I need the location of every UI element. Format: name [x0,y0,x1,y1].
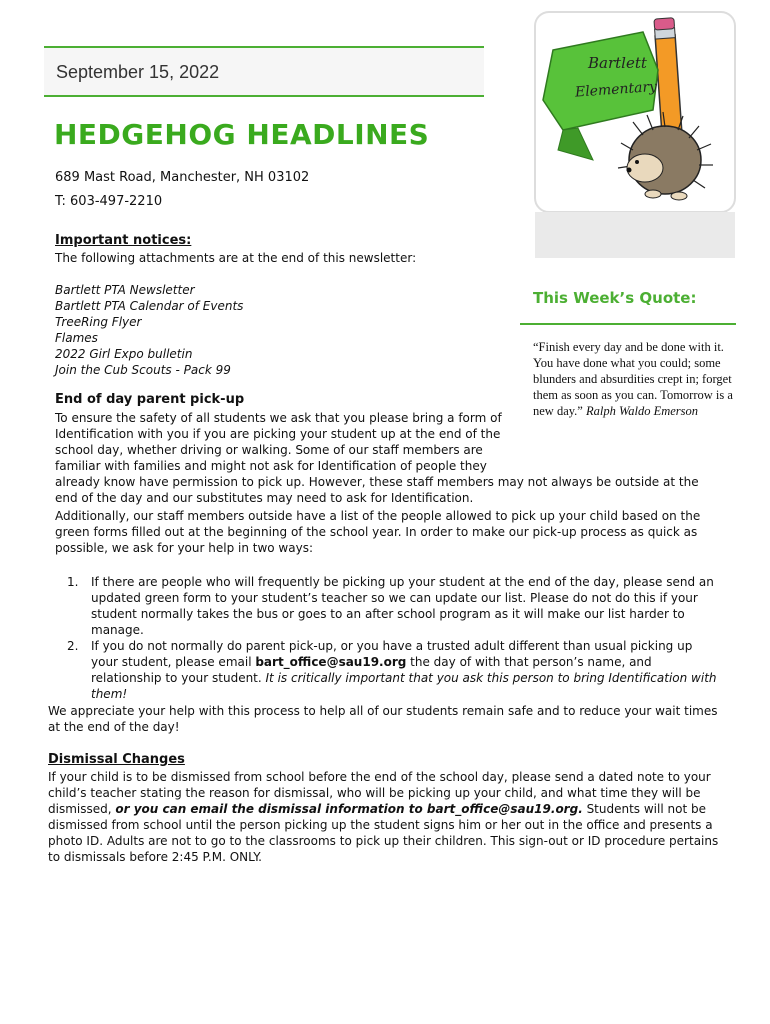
list-item-text: If there are people who will frequently be picking up your student at the end of the day, please send an updated green form to your student’s teacher so we can update our list. Please do not do this if your student normally takes the bus or goes to an after school program as it will make our list harder to manage. [91,575,714,637]
attachment-item: Flames [55,331,98,345]
list-number: 1. [67,575,79,589]
newsletter-date: September 15, 2022 [44,48,484,96]
quote-box [533,339,738,419]
pickup-paragraph-2: Additionally, our staff members outside have a list of the people allowed to pick up your child based on the green forms filled out at the beginning of the school year. In order to make our pick-up process as quick as possible, we ask for your help in two ways: [55,509,701,555]
office-email: bart_office@sau19.org [255,655,407,669]
list-item [55,638,723,702]
pickup-steps-list [55,574,723,702]
quote-author: Ralph Waldo Emerson [586,404,699,418]
important-note: It is critically important that you ask this person to bring Identification with them! [91,671,717,701]
attachments-list [55,282,243,378]
attachment-item: Join the Cub Scouts - Pack 99 [55,363,231,377]
quote-text: “Finish every day and be done with it. You have done what you could; some blunders and absurdities crept in; forget them as soon as you can. Tomorrow is a new day.” [533,340,733,418]
dismissal-text: If your child is to be dismissed from school before the end of the school day, please send a dated note to your child’s teacher stating the reason for dismissal, who will be picking up your child, and what time they will be dismissed, [48,770,711,816]
school-address: 689 Mast Road, Manchester, NH 03102 [55,170,310,185]
pickup-paragraph-1a: To ensure the safety of all students we ask that you please bring a form of Identification with you if you are picking your student up at the end of the school day, whether driving or walking. Some of our staff members are familiar with families and might not ask for Identification of people they [55,411,502,473]
list-number: 2. [67,639,79,653]
newsletter-title: HEDGEHOG HEADLINES [54,118,430,151]
attachment-item: TreeRing Flyer [55,315,142,329]
dismissal-text: Students will not be dismissed from school until the person picking up the student signs him or her out in the office and presents a photo ID. Adults are not to go to the classrooms to pick up their children. This sign-out or ID procedure pertains to dismissals before 2:45 P.M. ONLY. [48,802,719,864]
pickup-closing: We appreciate your help with this process to help all of our students remain safe and to reduce your wait times at the end of the day! [48,704,718,734]
logo-text-1: Bartlett [588,54,647,72]
logo-text-2: Elementary [574,78,658,101]
notices-intro: The following attachments are at the end of this newsletter: [55,251,417,265]
date-bottom-rule [44,95,484,97]
attachment-item: 2022 Girl Expo bulletin [55,347,193,361]
list-item-text: the day of with that person’s name, and relationship to your student. [91,655,652,685]
pickup-paragraph-1b: already know have permission to pick up. However, these staff members may not always be outside at the end of the day and our substitutes may need to ask for Identification. [55,475,699,505]
quote-heading: This Week’s Quote: [533,289,697,307]
attachment-item: Bartlett PTA Newsletter [55,283,195,297]
list-item-text: If you do not normally do parent pick-up, or you have a trusted adult different than usual picking up your student, please email [91,639,693,669]
pickup-heading: End of day parent pick-up [55,392,245,407]
dismissal-paragraph [48,769,724,865]
school-phone: T: 603-497-2210 [55,194,163,209]
attachment-item: Bartlett PTA Calendar of Events [55,299,244,313]
quote-rule [520,323,736,325]
dismissal-email-note: or you can email the dismissal information to bart_office@sau19.org. [115,802,583,816]
list-item [55,574,723,638]
school-logo [533,10,738,260]
dismissal-heading: Dismissal Changes [48,752,185,767]
notices-heading: Important notices: [55,233,192,248]
